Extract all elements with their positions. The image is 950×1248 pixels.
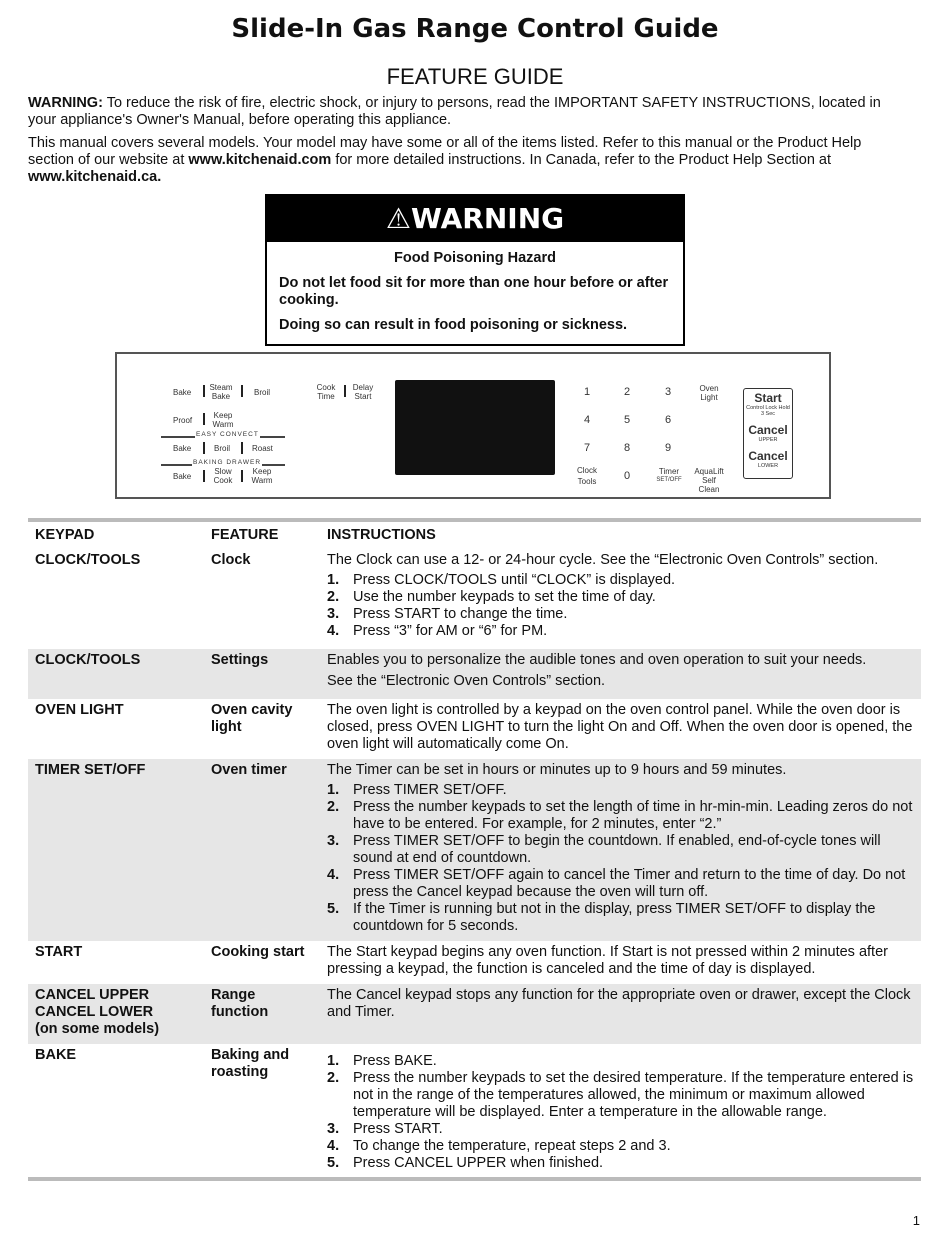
key-timer-set-off: SET/OFF <box>656 477 682 483</box>
warning-label: WARNING: <box>28 95 103 111</box>
instructions-cell <box>320 649 921 699</box>
note-text: for more detailed instructions. In Canada, refer to the Product Help Section at <box>331 152 832 168</box>
table-row <box>28 1044 921 1179</box>
baking-drawer-label: BAKING DRAWER <box>193 459 262 466</box>
header-feature: FEATURE <box>211 527 279 543</box>
instructions-cell: The Start keypad begins any oven function. If Start is not pressed within 2 minutes after pressing a keypad, the function is canceled and the time of day is displayed. <box>327 944 888 977</box>
key-delay-start: Delay Start <box>352 383 374 401</box>
feature-cell: Oven timer <box>211 762 287 778</box>
step: 2. Use the number keypads to set the time of day. <box>327 589 656 605</box>
instructions-cell <box>320 1044 921 1179</box>
feature-guide-heading: FEATURE GUIDE <box>386 64 564 89</box>
keypad-cell: CLOCK/TOOLS <box>35 652 141 668</box>
instructions-cell <box>320 549 921 649</box>
key-8: 8 <box>624 442 631 454</box>
upper-label: UPPER <box>758 437 778 443</box>
step: 5. If the Timer is running but not in the display, press TIMER SET/OFF to display the countdown for 5 seconds. <box>327 901 876 934</box>
key-aqualift-self-clean: AquaLift Self Clean <box>694 467 724 494</box>
table-header <box>28 520 921 549</box>
key-proof: Proof <box>173 416 193 425</box>
key-1: 1 <box>584 386 591 398</box>
start-cancel-keys <box>743 388 793 479</box>
divider <box>203 385 205 397</box>
page-number: 1 <box>912 1213 920 1228</box>
table-row <box>28 649 921 699</box>
instruction-text: See the “Electronic Oven Controls” section. <box>327 673 606 689</box>
divider <box>344 385 346 397</box>
feature-cell: Clock <box>211 552 251 568</box>
key-9: 9 <box>665 442 672 454</box>
instructions-cell: The Cancel keypad stops any function for the appropriate oven or drawer, except the Clock and Timer. <box>327 987 911 1020</box>
warning-text: To reduce the risk of fire, electric shock, or injury to persons, read the IMPORTANT SAFETY INSTRUCTIONS, located in your appliance's Owner's Manual, before operating this appliance. <box>28 95 881 128</box>
key-2: 2 <box>624 386 631 398</box>
keypad-cell: CANCEL UPPER CANCEL LOWER (on some models) <box>35 987 160 1037</box>
key-bake: Bake <box>173 388 192 397</box>
table-row <box>28 549 921 649</box>
header-instructions: INSTRUCTIONS <box>327 527 436 543</box>
header-keypad: KEYPAD <box>35 527 95 543</box>
key-tools: Tools <box>577 477 597 486</box>
key-6: 6 <box>665 414 672 426</box>
keypad-cell: CLOCK/TOOLS <box>35 552 141 568</box>
key-convect-bake: Bake <box>173 444 192 453</box>
key-cancel-upper: Cancel <box>748 423 788 437</box>
step: 3. Press START to change the time. <box>327 606 568 622</box>
display-screen <box>395 380 555 475</box>
divider <box>203 413 205 425</box>
instruction-text: The Timer can be set in hours or minutes up to 9 hours and 59 minutes. <box>327 762 787 778</box>
feature-cell: Settings <box>211 652 269 668</box>
key-convect-broil: Broil <box>214 444 231 453</box>
table-row <box>28 941 921 984</box>
step: 4. Press TIMER SET/OFF again to cancel the Timer and return to the time of day. Do not press the Cancel keypad because the oven will turn off. <box>327 867 906 900</box>
key-broil: Broil <box>254 388 271 397</box>
page-title: Slide-In Gas Range Control Guide <box>231 14 719 44</box>
feature-cell: Cooking start <box>211 944 305 960</box>
warning-header-text: WARNING <box>410 202 565 235</box>
step: 3. Press TIMER SET/OFF to begin the countdown. If enabled, end-of-cycle tones will sound at end of countdown. <box>327 833 881 866</box>
divider <box>241 442 243 454</box>
key-3: 3 <box>665 386 672 398</box>
easy-convect-label: EASY CONVECT <box>196 431 259 438</box>
key-slow-cook: Slow Cook <box>213 467 233 485</box>
feature-table <box>28 518 921 1181</box>
step: 1. Press CLOCK/TOOLS until “CLOCK” is displayed. <box>327 572 676 588</box>
hazard-line-1: Do not let food sit for more than one hour before or after cooking. <box>279 275 669 308</box>
key-timer: Timer <box>658 467 680 476</box>
key-drawer-keep-warm: Keep Warm <box>251 467 273 485</box>
control-lock-label: Control Lock Hold 3 Sec <box>746 405 790 417</box>
warning-intro <box>28 95 908 129</box>
instruction-text: The Clock can use a 12- or 24-hour cycle. See the “Electronic Oven Controls” section. <box>327 552 879 568</box>
key-cancel-lower: Cancel <box>748 449 788 463</box>
feature-cell: Range function <box>211 987 269 1020</box>
key-5: 5 <box>624 414 631 426</box>
note-text: This manual covers several models. Your model may have some or all of the items listed. Refer to this manual or the Product Help section of our website at <box>28 135 862 168</box>
key-0: 0 <box>624 470 631 482</box>
key-oven-light: Oven Light <box>699 384 719 402</box>
key-steam-bake: Steam Bake <box>209 383 233 401</box>
step: 1. Press BAKE. <box>327 1053 437 1069</box>
step: 5. Press CANCEL UPPER when finished. <box>327 1155 604 1171</box>
hazard-line-2: Doing so can result in food poisoning or sickness. <box>279 317 628 333</box>
key-clock: Clock <box>576 466 597 475</box>
key-4: 4 <box>584 414 591 426</box>
warning-triangle-icon: ⚠ <box>385 202 411 235</box>
divider <box>241 470 243 482</box>
manual-note <box>28 135 908 186</box>
divider <box>203 470 205 482</box>
instructions-cell: The oven light is controlled by a keypad on the oven control panel. While the oven door is closed, press OVEN LIGHT to turn the light On and Off. When the oven door is opened, the oven light will automatically come On. <box>327 702 913 752</box>
key-convect-roast: Roast <box>252 444 273 453</box>
warning-box <box>265 194 685 346</box>
key-keep-warm: Keep Warm <box>212 411 234 429</box>
keypad-cell: BAKE <box>35 1047 77 1063</box>
hazard-title: Food Poisoning Hazard <box>394 250 556 266</box>
divider <box>203 442 205 454</box>
warning-header <box>267 196 683 242</box>
step: 2. Press the number keypads to set the length of time in hr-min-min. Leading zeros do not have to be entered. For example, for 2 minutes, enter “2.” <box>327 799 913 832</box>
link-kitchenaid-com[interactable]: www.kitchenaid.com <box>188 152 332 168</box>
keypad-cell: TIMER SET/OFF <box>35 762 146 778</box>
control-panel-diagram <box>115 352 831 499</box>
instruction-text: Enables you to personalize the audible tones and oven operation to suit your needs. <box>327 652 867 668</box>
step: 4. Press “3” for AM or “6” for PM. <box>327 623 548 639</box>
key-start: Start <box>754 391 782 405</box>
table-row <box>28 699 921 759</box>
link-kitchenaid-ca[interactable]: www.kitchenaid.ca. <box>28 169 162 185</box>
keypad-cell: START <box>35 944 83 960</box>
step: 3. Press START. <box>327 1121 443 1137</box>
key-7: 7 <box>584 442 591 454</box>
table-row <box>28 759 921 941</box>
feature-cell: Oven cavity light <box>211 702 293 735</box>
key-cook-time: Cook Time <box>316 383 336 401</box>
key-drawer-bake: Bake <box>173 472 192 481</box>
table-row <box>28 984 921 1044</box>
step: 1. Press TIMER SET/OFF. <box>327 782 507 798</box>
step: 2. Press the number keypads to set the desired temperature. If the temperature entered is not in the range of the temperatures allowed, the minimum or maximum allowed temperature will be displayed. Enter a temperature in the allowable range. <box>327 1070 914 1120</box>
feature-cell: Baking and roasting <box>211 1047 290 1080</box>
divider <box>241 385 243 397</box>
lower-label: LOWER <box>757 463 779 469</box>
keypad-cell: OVEN LIGHT <box>35 702 124 718</box>
step: 4. To change the temperature, repeat steps 2 and 3. <box>327 1138 671 1154</box>
instructions-cell <box>320 759 921 941</box>
